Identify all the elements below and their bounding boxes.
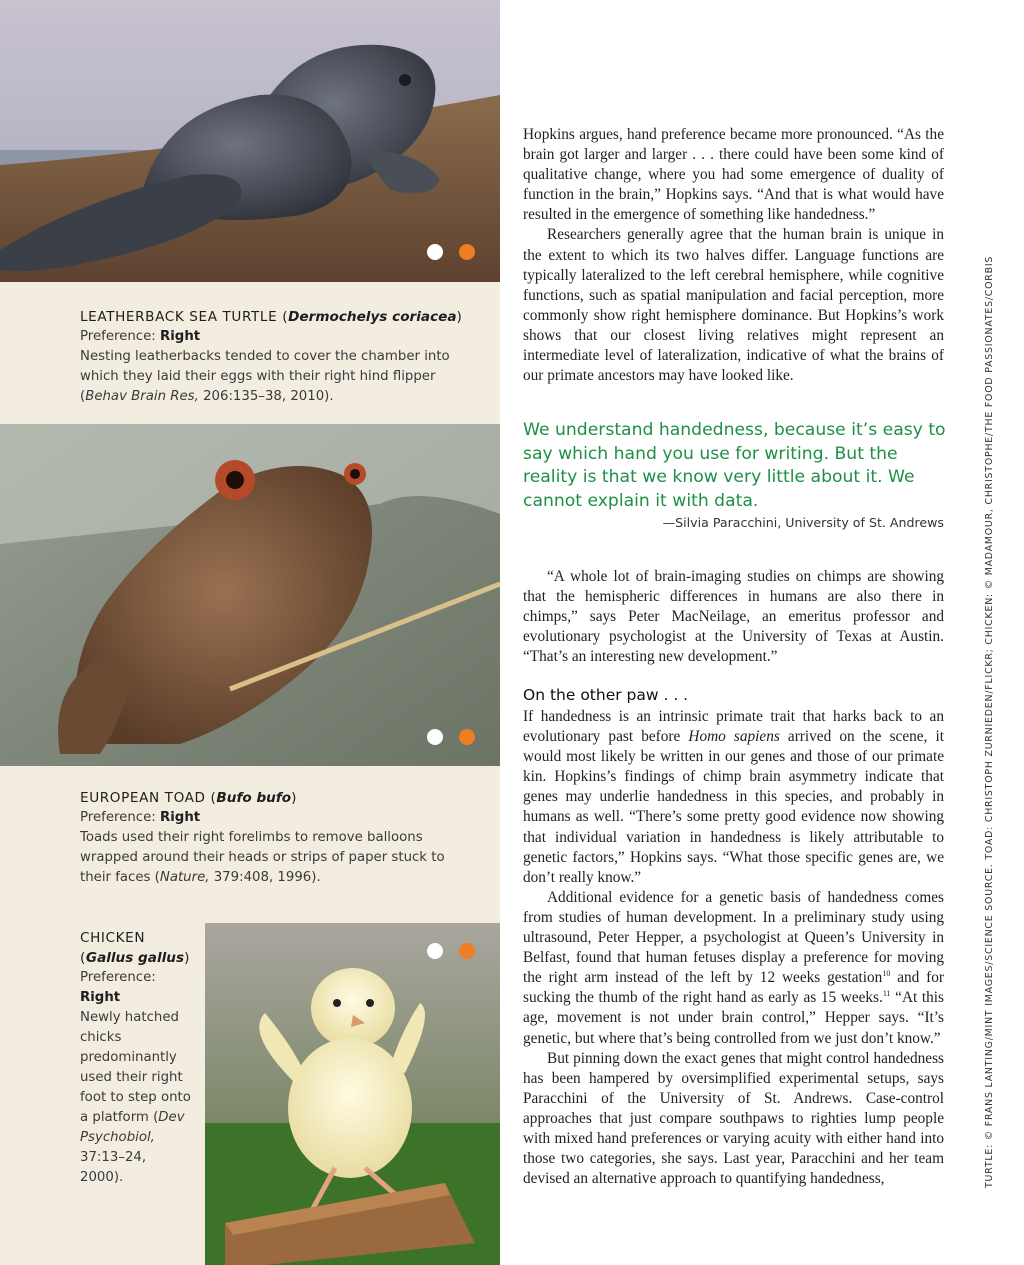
orange-dot-icon (459, 244, 475, 260)
caption-description: Nesting leatherbacks tended to cover the chamber into which they laid their eggs with their right hind flipper (Behav Brain Res, 206:135–38, 2010). (80, 349, 450, 404)
caption-title: EUROPEAN TOAD (Bufo bufo) (80, 790, 298, 806)
caption-title: LEATHERBACK SEA TURTLE (Dermochelys coriacea) (80, 309, 463, 325)
caption-description: Newly hatched chicks predominantly used their right foot to step onto a platform (Dev Psychobiol, 37:13–24, 2000). (80, 1010, 191, 1185)
photo-dots (427, 244, 475, 260)
paragraph: Researchers generally agree that the human brain is unique in the extent to which its two halves differ. Language functions are typically lateralized to the left cerebral hemisphere, while cognitive functions, such as spatial manipulation and facial perception, more commonly show right hemisphere dominance. But Hopkins’s work shows that our closest living relatives might represent an intermediate level of lateralization, indicative of what the brains of our primate ancestors may have looked like. (523, 226, 944, 385)
turtle-caption (80, 307, 475, 407)
caption-preference: Preference: Right (80, 810, 201, 825)
white-dot-icon (427, 943, 443, 959)
turtle-photo (0, 0, 500, 282)
paragraph: “A whole lot of brain-imaging studies on chimps are showing that the hemispheric differences in humans are also there in chimps,” says Peter MacNeilage, an emeritus professor and evolutionary psychologist at the University of Texas at Austin. “That’s an interesting new development.” (523, 568, 944, 666)
photo-dots (427, 943, 475, 959)
photo-credit: TURTLE: © FRANS LANTING/MINT IMAGES/SCIENCE SOURCE. TOAD: CHRISTOPH ZURNIEDEN/FLICKR; CHICKEN: © MADAMOUR, CHRISTOPHE/THE FOOD PASSIONATES/CORBIS (984, 255, 995, 1188)
white-dot-icon (427, 729, 443, 745)
paragraph: Additional evidence for a genetic basis of handedness comes from studies of human development. In a preliminary study using ultrasound, Peter Hepper, a psychologist at Queen’s University in Belfast, found that human fetuses display a preference for moving the right arm instead of the left by 12 weeks gestation$^{10}$ and for sucking the thumb of the right hand as early as 15 weeks.$^{11}$ “At this age, movement is not under brain control,” Hepper says. “It’s genetic, but where that’s being controlled from we just don’t know.” (523, 888, 945, 1047)
orange-dot-icon (459, 729, 475, 745)
pull-quote: We understand handedness, because it’s easy to say which hand you use for writing. But the reality is that we know very little about it. We cannot explain it with data. (523, 420, 946, 511)
article-text-middle (523, 567, 944, 667)
photo-dots (427, 729, 475, 745)
caption-preference: Preference: Right (80, 329, 201, 344)
caption-preference: Preference: Right (80, 970, 156, 1005)
caption-title: CHICKEN (Gallus gallus) (80, 930, 190, 966)
orange-dot-icon (459, 943, 475, 959)
pull-quote-attribution: —Silvia Paracchini, University of St. Andrews (662, 515, 944, 530)
toad-photo (0, 424, 500, 766)
article-text-top (523, 125, 944, 386)
chicken-caption (80, 928, 192, 1188)
article-text-bottom (523, 707, 944, 1189)
chicken-photo (205, 923, 500, 1265)
section-subhead: On the other paw . . . (523, 686, 689, 704)
paragraph: Hopkins argues, hand preference became more pronounced. “As the brain got larger and larger . . . there could have been some kind of qualitative change, where you had some emergence of duality of function in the brain,” Hopkins says. “And that is what would have resulted in the emergence of something like handedness.” (523, 126, 944, 224)
toad-caption (80, 788, 475, 888)
white-dot-icon (427, 244, 443, 260)
paragraph: If handedness is an intrinsic primate trait that harks back to an evolutionary past before Homo sapiens arrived on the scene, it would most likely be written in our genes and those of our primate kin. Hopkins’s findings of chimp brain asymmetry indicate that genes may underlie handedness in this species, and probably in humans as well. “There’s some pretty good evidence now showing that individual variation in handedness is likely attributable to genetic factors,” Hopkins says. “What those specific genes are, we don’t really know.” (523, 708, 944, 886)
paragraph: But pinning down the exact genes that might control handedness has been hampered by oversimplified experimental setups, says Paracchini of the University of St. Andrews. Case-control approaches that just compare southpaws to righties lump people with mixed hand preferences or varying acuity with either hand into those two categories, she says. Last year, Paracchini and her team devised an alternative approach to quantifying handedness, (523, 1049, 944, 1188)
caption-description: Toads used their right forelimbs to remove balloons wrapped around their heads or strips of paper stuck to their faces (Nature, 379:408, 1996). (80, 830, 445, 885)
